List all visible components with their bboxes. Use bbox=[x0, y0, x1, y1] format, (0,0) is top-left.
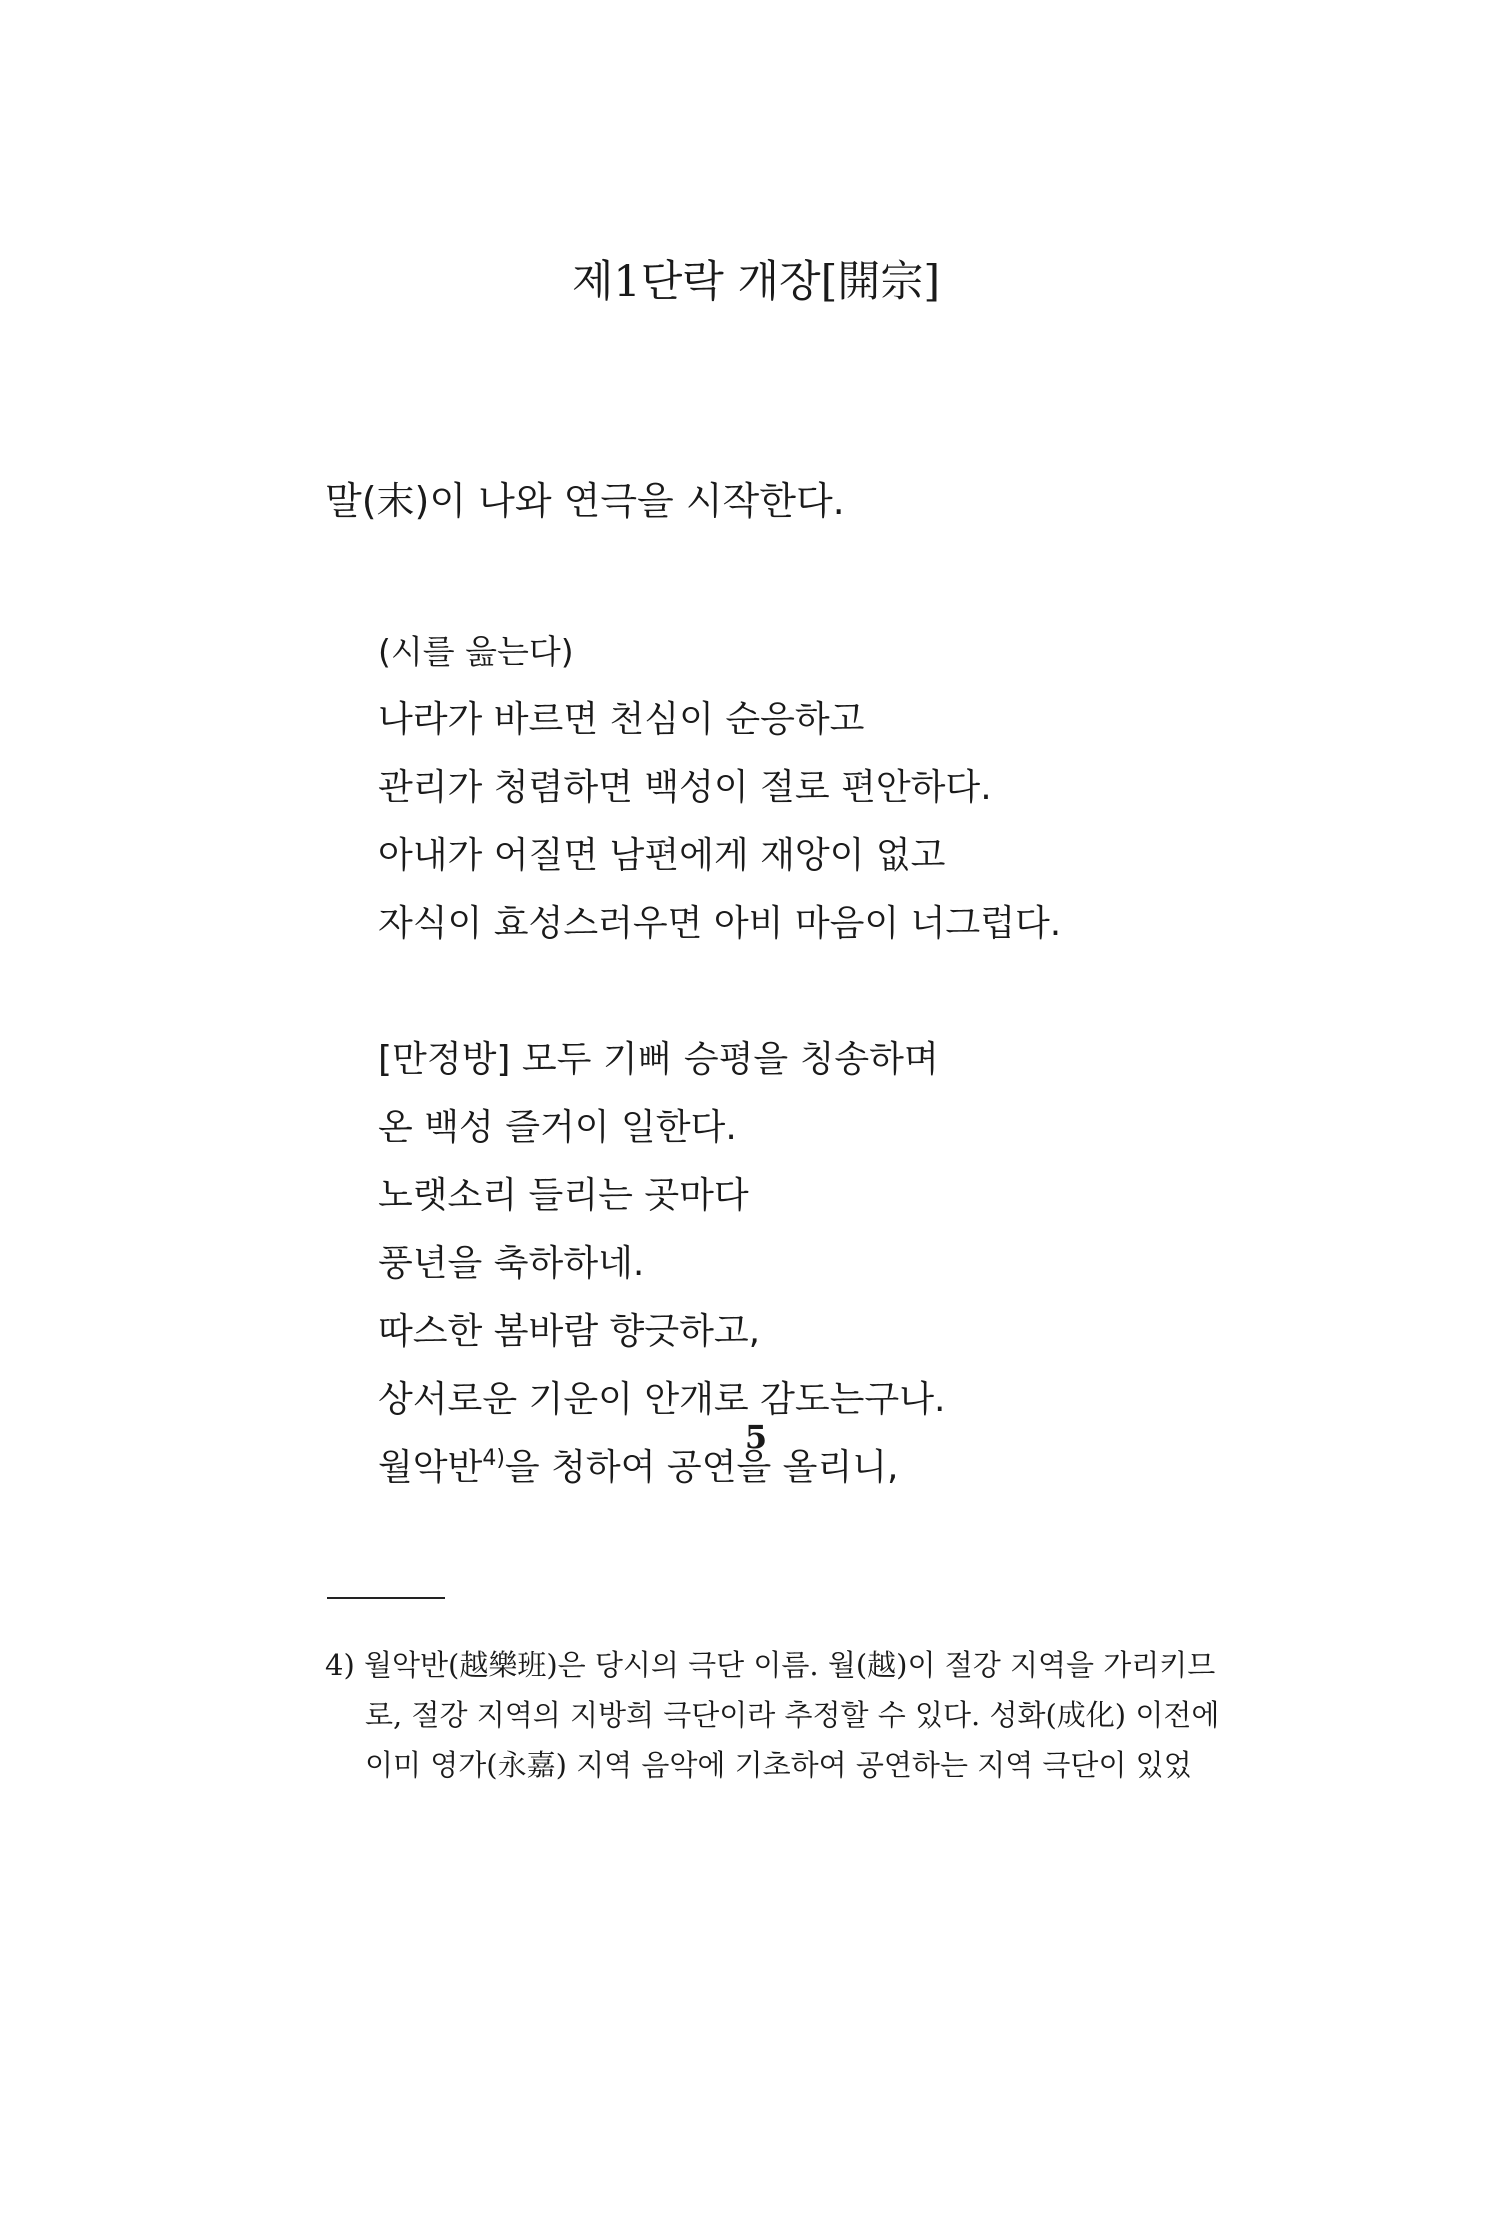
verse-line: 상서로운 기운이 안개로 감도는구나. bbox=[378, 1379, 946, 1420]
footnote-divider bbox=[327, 1597, 445, 1599]
verse-line: 노랫소리 들리는 곳마다 bbox=[378, 1175, 749, 1216]
page-number: 5 bbox=[744, 1418, 768, 1456]
verse-text: 을 청하여 공연을 올리니, bbox=[504, 1447, 899, 1488]
section-title: 제1단락 개장[開宗] bbox=[571, 257, 941, 307]
footnote-line: 로, 절강 지역의 지방희 극단이라 추정할 수 있다. 성화(成化) 이전에 bbox=[365, 1698, 1220, 1732]
verse-line: 온 백성 즐거이 일한다. bbox=[378, 1107, 737, 1148]
footnote bbox=[325, 1640, 1275, 1790]
verse-line: [만정방] 모두 기뻐 승평을 칭송하며 bbox=[378, 1039, 939, 1080]
verse-direction: (시를 읊는다) bbox=[378, 632, 574, 671]
verse-line: 따스한 봄바람 향긋하고, bbox=[378, 1311, 761, 1352]
stage-direction: 말(末)이 나와 연극을 시작한다. bbox=[325, 479, 845, 523]
verse-text: 월악반 bbox=[378, 1447, 483, 1488]
footnote-reference[interactable]: 4) bbox=[482, 1446, 505, 1471]
footnote-line: 4) 월악반(越樂班)은 당시의 극단 이름. 월(越)이 절강 지역을 가리키므 bbox=[325, 1648, 1216, 1682]
verse-line: 풍년을 축하하네. bbox=[378, 1243, 645, 1284]
verse-line: 관리가 청렴하면 백성이 절로 편안하다. bbox=[378, 767, 992, 808]
verse-line: 아내가 어질면 남편에게 재앙이 없고 bbox=[378, 835, 946, 876]
verse-block bbox=[378, 618, 1061, 1502]
footnote-line: 이미 영가(永嘉) 지역 음악에 기초하여 공연하는 지역 극단이 있었 bbox=[365, 1748, 1192, 1782]
stanza-gap bbox=[378, 958, 1061, 1026]
verse-line: 자식이 효성스러우면 아비 마음이 너그럽다. bbox=[378, 903, 1062, 944]
verse-line: 나라가 바르면 천심이 순응하고 bbox=[378, 699, 865, 740]
